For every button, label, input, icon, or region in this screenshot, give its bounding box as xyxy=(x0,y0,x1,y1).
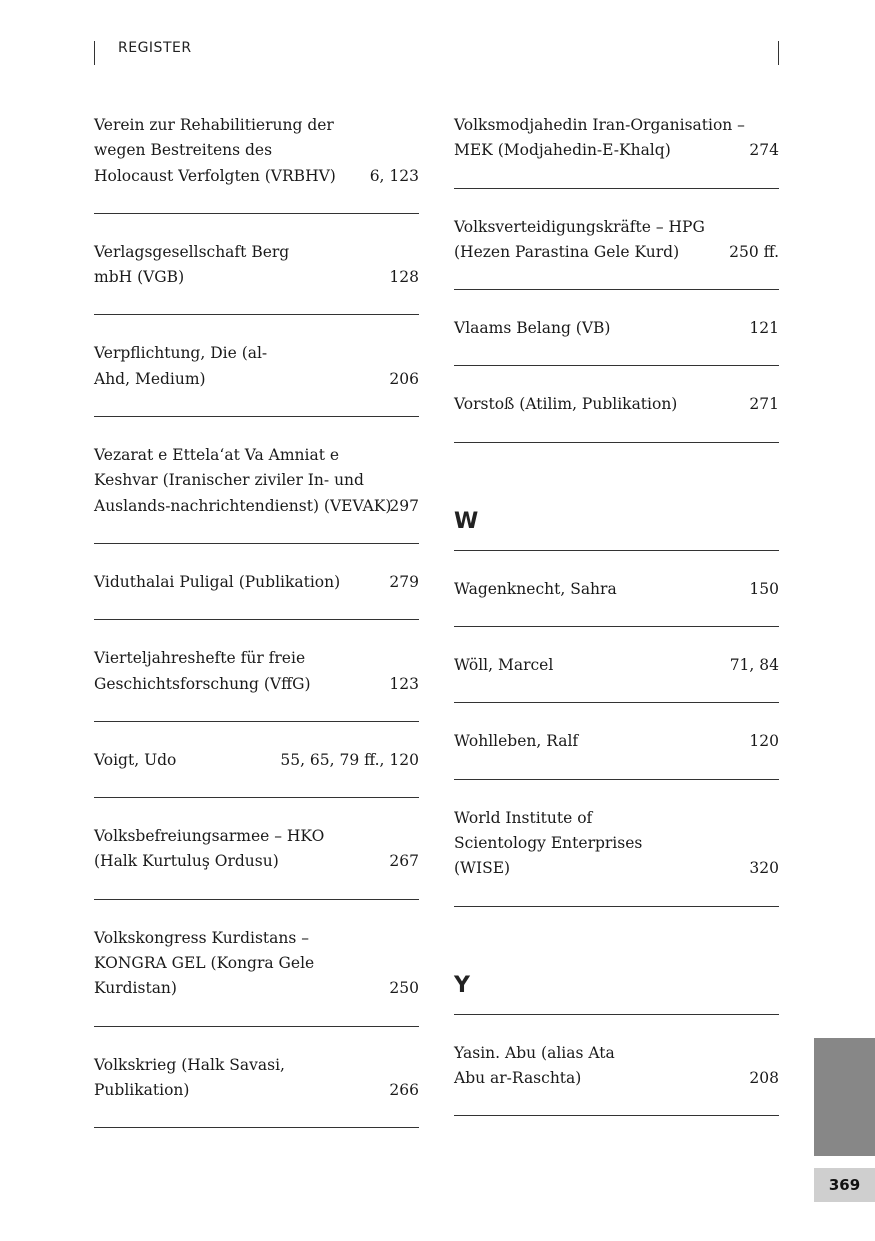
entry-name: Viduthalai Puligal (Publikation) xyxy=(94,572,341,591)
index-entry xyxy=(454,110,779,189)
entry-pages: 123 xyxy=(389,674,419,693)
entry-name: Volkskrieg (Halk Savasi, Publikation) xyxy=(94,1055,285,1099)
index-entry xyxy=(454,389,779,442)
section-heading-y xyxy=(454,971,779,1015)
entry-pages: 208 xyxy=(749,1068,779,1087)
index-entry xyxy=(94,1050,419,1129)
index-entry xyxy=(454,803,779,907)
index-entry xyxy=(454,212,779,291)
section-heading-w xyxy=(454,507,779,551)
index-entry xyxy=(454,574,779,627)
index-entry xyxy=(94,237,419,316)
section-letter: W xyxy=(454,508,479,534)
entry-pages: 320 xyxy=(749,859,779,878)
entry-name: Wöll, Marcel xyxy=(454,656,554,675)
entry-pages: 271 xyxy=(749,395,779,414)
entry-pages: 250 xyxy=(389,979,419,998)
index-column-right xyxy=(454,110,779,1139)
index-entry xyxy=(94,338,419,417)
index-entry xyxy=(94,745,419,798)
entry-name: Vezarat e Ettela‘at Va Amniat e Keshvar (Iranischer ziviler In- und Auslands-nachrichtendienst) (VEVAK) xyxy=(94,446,392,515)
entry-pages: 150 xyxy=(749,579,779,598)
entry-pages: 250 ff. xyxy=(729,242,779,261)
entry-pages: 267 xyxy=(389,852,419,871)
thumb-index-tab xyxy=(814,1038,875,1156)
entry-name: World Institute of Scientology Enterprises (WISE) xyxy=(454,808,643,878)
entry-name: Verein zur Rehabilitierung der wegen Bestreitens des Holocaust Verfolgten (VRBHV) xyxy=(94,116,336,185)
header-rule-left xyxy=(94,41,95,65)
index-entry xyxy=(454,1038,779,1117)
entry-name: Vorstoß (Atilim, Publikation) xyxy=(454,395,678,414)
running-head: REGISTER xyxy=(118,40,192,56)
entry-pages: 55, 65, 79 ff., 120 xyxy=(280,750,419,769)
entry-name: Volkskongress Kurdistans – KONGRA GEL (Kongra Gele Kurdistan) xyxy=(94,928,315,998)
entry-name: Verlagsgesellschaft Berg mbH (VGB) xyxy=(94,242,290,287)
index-entry xyxy=(454,313,779,366)
index-entry xyxy=(454,650,779,703)
entry-pages: 274 xyxy=(749,141,779,160)
entry-pages: 266 xyxy=(389,1080,419,1099)
entry-name: Voigt, Udo xyxy=(94,750,177,769)
entry-name: Verpflichtung, Die (al-Ahd, Medium) xyxy=(94,344,268,388)
entry-pages: 206 xyxy=(389,369,419,388)
entry-name: Volksverteidigungskräfte – HPG (Hezen Parastina Gele Kurd) xyxy=(454,217,705,261)
entry-pages: 71, 84 xyxy=(729,656,779,675)
entry-name: Volksbefreiungsarmee – HKO (Halk Kurtuluş Ordusu) xyxy=(94,827,325,871)
entry-pages: 120 xyxy=(749,732,779,751)
index-entry xyxy=(94,440,419,544)
entry-name: Vlaams Belang (VB) xyxy=(454,319,611,338)
index-entry xyxy=(94,821,419,900)
page-number: 369 xyxy=(814,1168,875,1202)
entry-name: Wohlleben, Ralf xyxy=(454,732,579,751)
section-letter: Y xyxy=(454,972,470,998)
index-column-left xyxy=(94,110,419,1151)
header-rule-right xyxy=(778,41,779,65)
entry-name: Volksmodjahedin Iran-Organisation – MEK (Modjahedin-E-Khalq) xyxy=(454,116,745,160)
index-entry xyxy=(94,643,419,722)
index-entry xyxy=(94,923,419,1027)
index-entry xyxy=(454,726,779,779)
index-entry xyxy=(94,567,419,620)
entry-pages: 128 xyxy=(389,268,419,287)
index-entry xyxy=(94,110,419,214)
entry-pages: 121 xyxy=(749,319,779,338)
entry-pages: 297 xyxy=(389,496,419,515)
entry-pages: 6, 123 xyxy=(369,166,419,185)
entry-name: Vierteljahreshefte für freie Geschichtsforschung (VffG) xyxy=(94,649,311,693)
entry-pages: 279 xyxy=(389,572,419,591)
entry-name: Yasin. Abu (alias Ata Abu ar-Raschta) xyxy=(454,1043,615,1087)
entry-name: Wagenknecht, Sahra xyxy=(454,579,617,598)
